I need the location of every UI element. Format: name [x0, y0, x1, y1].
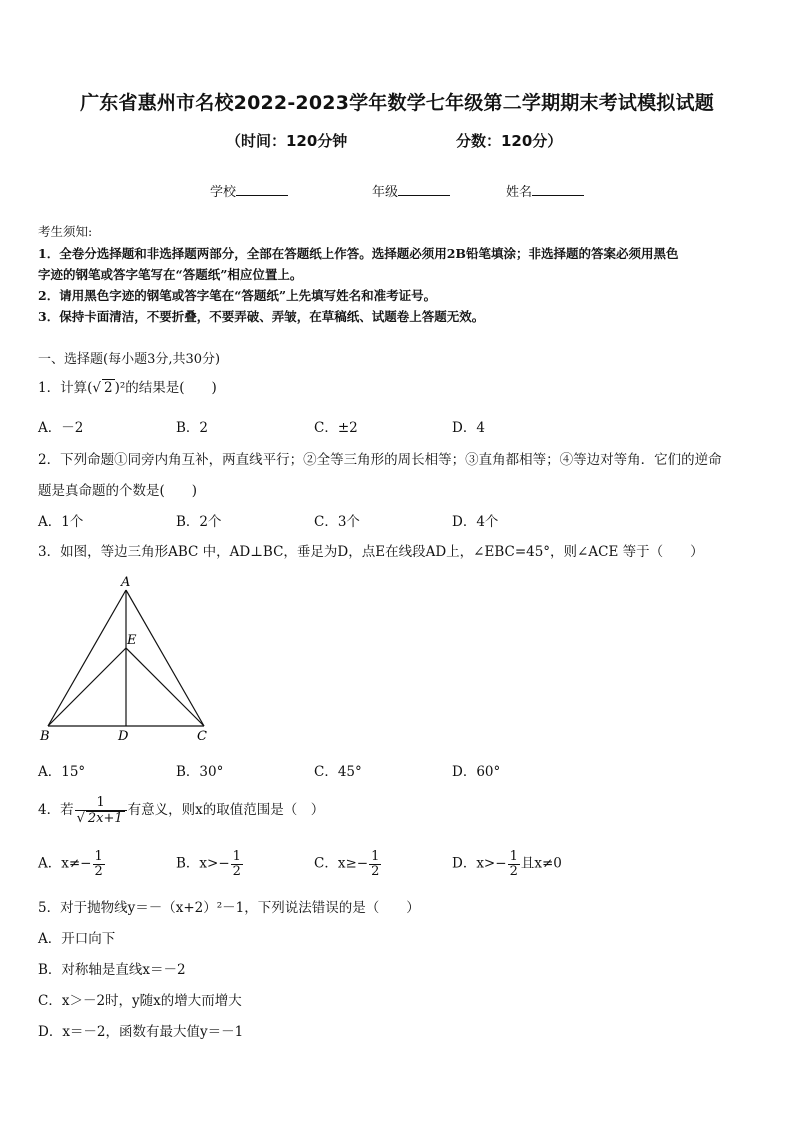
label-a: A — [121, 575, 131, 590]
q1-radicand: 2 — [103, 380, 113, 396]
name-field — [506, 181, 584, 200]
triangle-figure — [30, 572, 230, 748]
q1-option-c[interactable]: C．±2 — [314, 420, 358, 436]
q4-c-frac — [369, 850, 381, 878]
notice-heading: 考生须知: — [38, 224, 93, 239]
q4-option-c[interactable] — [314, 850, 382, 878]
question-2-line2: 题是真命题的个数是( ) — [38, 483, 198, 499]
q4-frac-num: 1 — [75, 796, 127, 811]
segment-be — [48, 648, 126, 726]
q4-b-text: B．x>− — [176, 855, 230, 872]
q4-frac-den: 2x+1 — [87, 810, 123, 826]
q4-a-text: A．x≠− — [38, 855, 92, 872]
notice-item-1b: 字迹的钢笔或答字笔写在“答题纸”相应位置上。 — [38, 267, 303, 282]
name-blank[interactable] — [532, 183, 584, 196]
q4-fraction — [75, 796, 127, 825]
q4-d-text: D．x>− — [452, 855, 507, 872]
q4-option-d[interactable] — [452, 850, 562, 878]
label-b: B — [40, 729, 50, 744]
exam-time: （时间：120分钟 — [226, 132, 348, 150]
side-ac — [126, 590, 204, 726]
half-den: 2 — [371, 863, 380, 879]
question-5: 5．对于抛物线y＝－（x+2）²－1，下列说法错误的是（ ） — [38, 900, 420, 916]
sqrt-icon: √ — [76, 810, 85, 826]
sqrt-icon: √ — [92, 380, 101, 396]
question-1 — [38, 376, 217, 396]
q5-option-a[interactable]: A．开口向下 — [38, 931, 116, 947]
school-field — [210, 181, 288, 200]
q5-option-c[interactable]: C．x＞－2时，y随x的增大而增大 — [38, 993, 242, 1009]
half-den: 2 — [232, 863, 241, 879]
page-title: 广东省惠州市名校2022-2023学年数学七年级第二学期期末考试模拟试题 — [80, 92, 714, 114]
q5-option-b[interactable]: B．对称轴是直线x＝－2 — [38, 962, 186, 978]
half-num: 1 — [232, 849, 241, 864]
q4-c-text: C．x≥− — [314, 855, 369, 872]
side-ab — [48, 590, 126, 726]
q3-option-d[interactable]: D．60° — [452, 764, 501, 780]
notice-item-1a: 1．全卷分选择题和非选择题两部分，全部在答题纸上作答。选择题必须用2B铅笔填涂；非选择题的答案必须用黑色 — [38, 246, 679, 261]
q4-option-b[interactable] — [176, 850, 244, 878]
question-4 — [38, 796, 324, 825]
half-num: 1 — [509, 849, 518, 864]
q1-option-d[interactable]: D．4 — [452, 420, 485, 436]
q2-option-d[interactable]: D．4个 — [452, 514, 499, 530]
q3-option-b[interactable]: B．30° — [176, 764, 224, 780]
segment-ce — [126, 648, 204, 726]
q1-prefix: 1．计算( — [38, 380, 93, 396]
school-blank[interactable] — [236, 183, 288, 196]
q4-prefix: 4．若 — [38, 802, 74, 819]
half-num: 1 — [94, 849, 103, 864]
q3-option-a[interactable]: A．15° — [38, 764, 86, 780]
q4-d-frac — [508, 850, 520, 878]
exam-score: 分数：120分） — [456, 132, 563, 150]
q4-suffix: 有意义，则x的取值范围是（ ） — [127, 802, 325, 819]
q4-b-frac — [231, 850, 243, 878]
notice-item-2: 2．请用黑色字迹的钢笔或答字笔在“答题纸”上先填写姓名和准考证号。 — [38, 288, 437, 303]
question-2-line1: 2．下列命题①同旁内角互补，两直线平行；②全等三角形的周长相等；③直角都相等；④等边对等角．它们的逆命 — [38, 452, 722, 468]
q2-option-c[interactable]: C．3个 — [314, 514, 360, 530]
q4-d-suffix: 且x≠0 — [520, 855, 562, 872]
section-heading: 一、选择题(每小题3分,共30分) — [38, 352, 221, 367]
name-label: 姓名 — [506, 185, 533, 200]
label-e: E — [127, 633, 137, 648]
q3-option-c[interactable]: C．45° — [314, 764, 362, 780]
question-3: 3．如图，等边三角形ABC 中，AD⊥BC，垂足为D，点E在线段AD上，∠EBC=45°，则∠ACE 等于（ ） — [38, 544, 704, 560]
grade-label: 年级 — [372, 185, 399, 200]
q2-option-a[interactable]: A．1个 — [38, 514, 84, 530]
q1-suffix: )²的结果是( ) — [114, 380, 217, 396]
q1-option-a[interactable]: A．－2 — [38, 420, 84, 436]
label-d: D — [118, 729, 129, 744]
q4-option-a[interactable] — [38, 850, 106, 878]
q5-option-d[interactable]: D．x＝－2，函数有最大值y＝－1 — [38, 1024, 244, 1040]
grade-field — [372, 181, 450, 200]
q4-a-frac — [93, 850, 105, 878]
label-c: C — [197, 729, 207, 744]
notice-item-3: 3．保持卡面清洁，不要折叠，不要弄破、弄皱，在草稿纸、试题卷上答题无效。 — [38, 309, 485, 324]
q1-option-b[interactable]: B．2 — [176, 420, 209, 436]
grade-blank[interactable] — [398, 183, 450, 196]
half-den: 2 — [509, 863, 518, 879]
q2-option-b[interactable]: B．2个 — [176, 514, 222, 530]
school-label: 学校 — [210, 185, 237, 200]
half-num: 1 — [371, 849, 380, 864]
half-den: 2 — [94, 863, 103, 879]
